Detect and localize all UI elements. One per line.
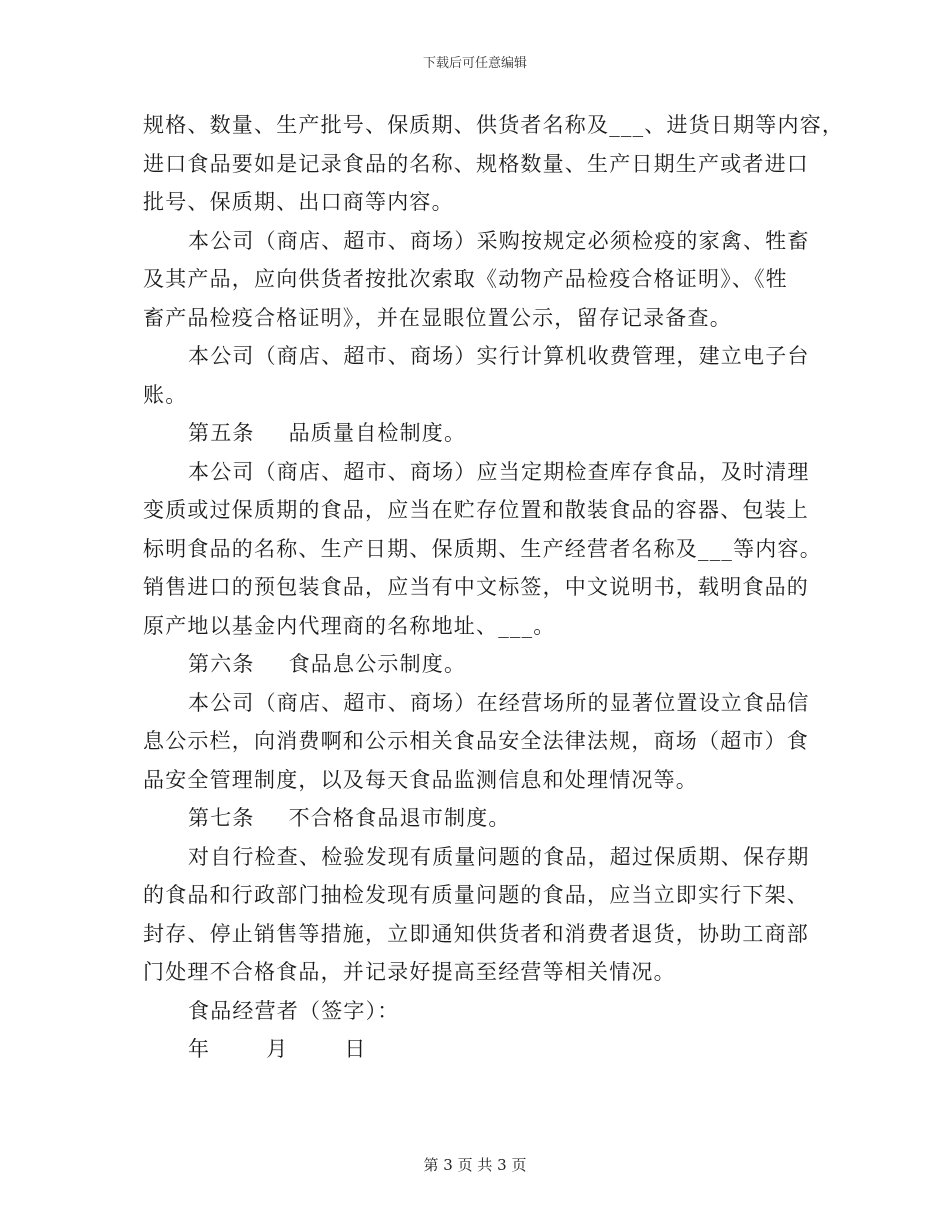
- text-line: 原产地以基金内代理商的名称地址、___。: [143, 613, 556, 638]
- article-heading-line: [143, 414, 823, 453]
- text-line: 本公司（商店、超市、商场）在经营场所的显著位置设立食品信: [188, 690, 810, 715]
- text-line: 畜产品检疫合格证明》，并在显眼位置公示，留存记录备查。: [143, 305, 732, 330]
- date-day: 日: [344, 1037, 367, 1061]
- text-line: 进口食品要如是记录食品的名称、规格数量、生产日期生产或者进口: [143, 151, 809, 176]
- paragraph-info-board: [143, 684, 823, 800]
- paragraph-self-inspection: [143, 453, 823, 646]
- text-line: 对自行检查、检验发现有质量问题的食品，超过保质期、保存期: [188, 844, 810, 869]
- text-line: 本公司（商店、超市、商场）应当定期检查库存食品，及时清理: [188, 459, 810, 484]
- text-line: 批号、保质期、出口商等内容。: [143, 190, 454, 214]
- paragraph-purchase-record: [143, 106, 845, 222]
- article-heading-7: [143, 799, 823, 838]
- signature-block: [143, 992, 823, 1069]
- paragraph-quarantine: [143, 222, 823, 338]
- document-body: [143, 106, 845, 1069]
- text-line: 标明食品的名称、生产日期、保质期、生产经营者名称及___等内容。: [143, 536, 822, 561]
- text-line: 息公示栏，向消费啊和公示相关食品安全法律法规，商场（超市）食: [143, 729, 809, 753]
- text-line: 变质或过保质期的食品，应当在贮存位置和散装食品的容器、包装上: [143, 498, 809, 522]
- date-line: [143, 1030, 823, 1069]
- text-line: 销售进口的预包装食品，应当有中文标签，中文说明书，载明食品的: [143, 575, 809, 599]
- text-line: 门处理不合格食品，并记录好提高至经营等相关情况。: [143, 960, 676, 984]
- paragraph-recall: [143, 838, 823, 992]
- page-number: 第 3 页 共 3 页: [423, 1156, 527, 1174]
- text-line: 品安全管理制度，以及每天食品监测信息和处理情况等。: [143, 767, 698, 792]
- text-line: 账。: [143, 382, 188, 407]
- article-heading-line: [143, 645, 823, 684]
- article-heading-5: [143, 414, 823, 453]
- article-number: 第七条: [188, 806, 255, 830]
- date-year: 年: [188, 1037, 211, 1061]
- article-heading-6: [143, 645, 823, 684]
- article-number: 第六条: [188, 652, 255, 676]
- paragraph-computer-billing: [143, 337, 823, 414]
- header-note: 下载后可任意编辑: [422, 56, 527, 71]
- text-line: 规格、数量、生产批号、保质期、供货者名称及___、进货日期等内容，: [143, 113, 845, 137]
- article-heading-line: [143, 799, 823, 838]
- text-line: 的食品和行政部门抽检发现有质量问题的食品，应当立即实行下架、: [143, 883, 809, 907]
- article-title: 不合格食品退市制度。: [288, 806, 511, 830]
- date-month: 月: [266, 1037, 289, 1061]
- article-number: 第五条: [188, 421, 255, 445]
- text-line: 及其产品，应向供货者按批次索取《动物产品检疫合格证明》、《牲: [143, 267, 788, 291]
- text-line: 本公司（商店、超市、商场）实行计算机收费管理，建立电子台: [188, 344, 810, 368]
- signature-label: 食品经营者（签字）：: [188, 998, 400, 1023]
- article-title: 品质量自检制度。: [288, 421, 467, 445]
- text-line: 封存、停止销售等措施，立即通知供货者和消费者退货，协助工商部: [143, 921, 809, 946]
- article-title: 食品息公示制度。: [288, 652, 467, 676]
- text-line: 本公司（商店、超市、商场）采购按规定必须检疫的家禽、牲畜: [188, 228, 810, 253]
